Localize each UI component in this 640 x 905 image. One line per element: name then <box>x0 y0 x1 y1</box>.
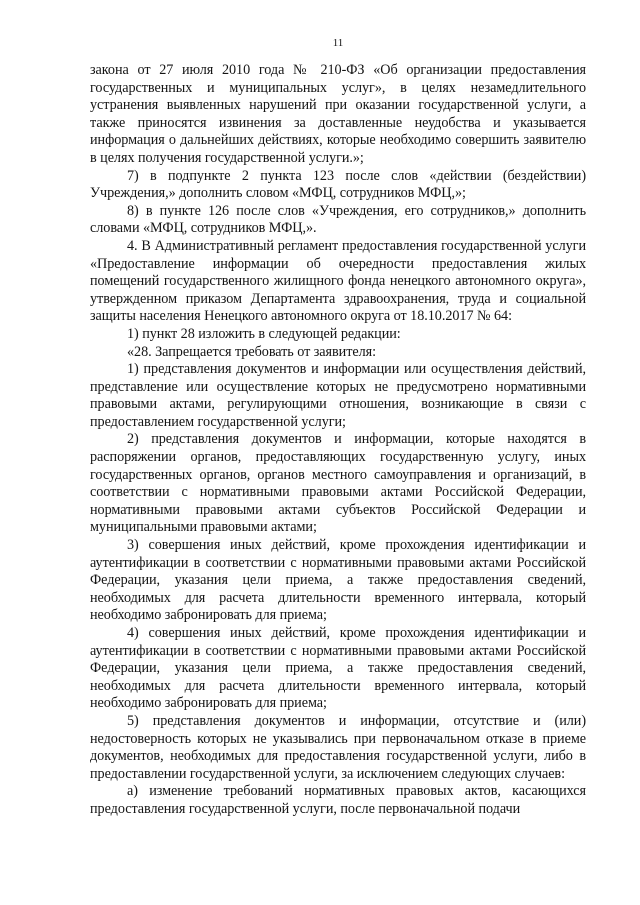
paragraph-subitem-5: 5) представления документов и информации, отсутствие и (или) недостоверность которых не указывались при первоначальном отказе в приеме документов, необходимых для предоставления государственной услуги, либо в предоставлении государственной услуги, за исключением следующих случаев: <box>90 712 586 782</box>
page-number: 11 <box>332 37 344 49</box>
paragraph-subitem-4: 4) совершения иных действий, кроме прохождения идентификации и аутентификации в соответствии с нормативными правовыми актами Российской Федерации, указания цели приема, а также предоставления сведений, необходимых для расчета длительности временного интервала, который необходимо забронировать для приема; <box>90 625 586 712</box>
paragraph-subitem-1: 1) представления документов и информации или осуществления действий, представление или осуществление которых не предусмотрено нормативными правовыми актами, регулирующими отношения, возникающие в связи с предоставлением государственной услуги; <box>90 361 586 430</box>
paragraph-clause-28: «28. Запрещается требовать от заявителя: <box>127 343 376 360</box>
paragraph-item-1: 1) пункт 28 изложить в следующей редакции: <box>127 325 401 342</box>
document-body <box>90 62 586 819</box>
paragraph-item-8: 8) в пункте 126 после слов «Учреждения, его сотрудников,» дополнить словами «МФЦ, сотрудников МФЦ,». <box>90 202 586 237</box>
paragraph-continuation: закона от 27 июля 2010 года № 210-ФЗ «Об организации предоставления государственных и муниципальных услуг», в целях незамедлительного устранения выявленных нарушений при оказании государственной услуги, а также приносятся извинения за доставленные неудобства и указывается информация о дальнейших действиях, которые необходимо совершить заявителю в целях получения государственной услуги.»; <box>90 62 586 166</box>
paragraph-section-4: 4. В Административный регламент предоставления государственной услуги «Предоставление информации об очередности предоставления жилых помещений государственного жилищного фонда ненецкого автономного округа», утвержденном приказом Департамента здравоохранения, труда и социальной защиты населения Ненецкого автономного округа от 18.10.2017 № 64: <box>90 237 586 325</box>
paragraph-subitem-3: 3) совершения иных действий, кроме прохождения идентификации и аутентификации в соответствии с нормативными правовыми актами Российской Федерации, указания цели приема, а также предоставления сведений, необходимых для расчета длительности временного интервала, который необходимо забронировать для приема; <box>90 537 586 624</box>
paragraph-item-7: 7) в подпункте 2 пункта 123 после слов «действии (бездействии) Учреждения,» дополнить словом «МФЦ, сотрудников МФЦ,»; <box>90 167 586 202</box>
paragraph-subitem-a: а) изменение требований нормативных правовых актов, касающихся предоставления государственной услуги, после первоначальной подачи <box>90 783 586 817</box>
paragraph-subitem-2: 2) представления документов и информации, которые находятся в распоряжении органов, предоставляющих государственную услугу, иных государственных органов, органов местного самоуправления и организаций, в соответствии с нормативными правовыми актами Российской Федерации, нормативными правовыми актами субъектов Российской Федерации и муниципальными правовыми актами; <box>90 431 586 536</box>
